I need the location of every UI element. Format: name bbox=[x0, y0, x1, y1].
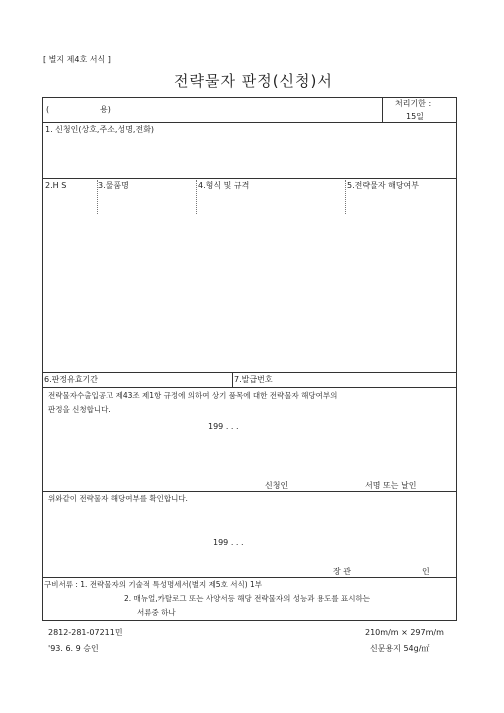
attachments-line2: 2. 매뉴얼,카탈로그 또는 사양서등 해당 전략물자의 성능과 용도를 표시하는 bbox=[124, 594, 370, 603]
paper-type: 신문용지 54g/㎡ bbox=[370, 644, 430, 653]
deadline-label: 처리기한 : bbox=[395, 99, 432, 108]
column-hs: 2.H S bbox=[45, 181, 67, 190]
attachments-line3: 서류중 하나 bbox=[137, 608, 176, 617]
confirm-text: 위와같이 전략물자 해당여부를 확인합니다. bbox=[48, 494, 188, 503]
column-divider bbox=[232, 372, 233, 387]
deadline-value: 15일 bbox=[406, 112, 424, 121]
deadline-divider bbox=[382, 97, 383, 122]
column-strategic-status: 5.전략물자 해당여부 bbox=[347, 181, 419, 190]
applicant-label: 1. 신청인(상호,주소,성명,전화) bbox=[45, 125, 155, 134]
applicant-sign-label: 신청인 bbox=[265, 481, 289, 490]
right-border bbox=[456, 97, 457, 620]
top-border bbox=[42, 97, 457, 98]
row-divider bbox=[42, 178, 457, 179]
page-title: 전략물자 판정(신청)서 bbox=[174, 72, 333, 90]
form-label: [ 별지 제4호 서식 ] bbox=[43, 55, 111, 64]
minister-label: 장 관 bbox=[333, 567, 351, 576]
column-item-name: 3.물품명 bbox=[98, 181, 129, 190]
approval-date: '93. 6. 9 승인 bbox=[48, 644, 99, 653]
seal-label: 인 bbox=[422, 567, 430, 576]
validity-label: 6.판정유효기간 bbox=[44, 375, 99, 384]
row-divider bbox=[42, 122, 457, 123]
signature-label: 서명 또는 날인 bbox=[365, 481, 417, 490]
paper-size: 210m/m × 297m/m bbox=[365, 628, 444, 637]
column-divider bbox=[345, 180, 346, 214]
row-divider bbox=[42, 372, 457, 373]
request-text-line1: 전략물자수출입공고 제43조 제1항 규정에 의하여 상기 품목에 대한 전략물자 해당여부의 bbox=[48, 391, 338, 400]
attachments-line1: 구비서류 : 1. 전략물자의 기술적 특성명세서(별지 제5호 서식) 1부 bbox=[44, 580, 263, 589]
left-border bbox=[42, 97, 43, 620]
use-close: 용) bbox=[100, 105, 111, 114]
issue-number-label: 7.발급번호 bbox=[234, 375, 273, 384]
confirm-date: 199 . . . bbox=[213, 538, 244, 547]
column-divider bbox=[196, 180, 197, 214]
row-divider bbox=[42, 491, 457, 492]
bottom-border bbox=[42, 620, 457, 621]
row-divider bbox=[42, 387, 457, 388]
column-spec: 4.형식 및 규격 bbox=[198, 181, 250, 190]
form-code: 2812-281-07211민 bbox=[48, 628, 123, 637]
request-text-line2: 판정을 신청합니다. bbox=[48, 405, 111, 414]
use-open: ( bbox=[46, 105, 50, 114]
row-divider bbox=[42, 577, 457, 578]
request-date: 199 . . . bbox=[208, 422, 239, 431]
